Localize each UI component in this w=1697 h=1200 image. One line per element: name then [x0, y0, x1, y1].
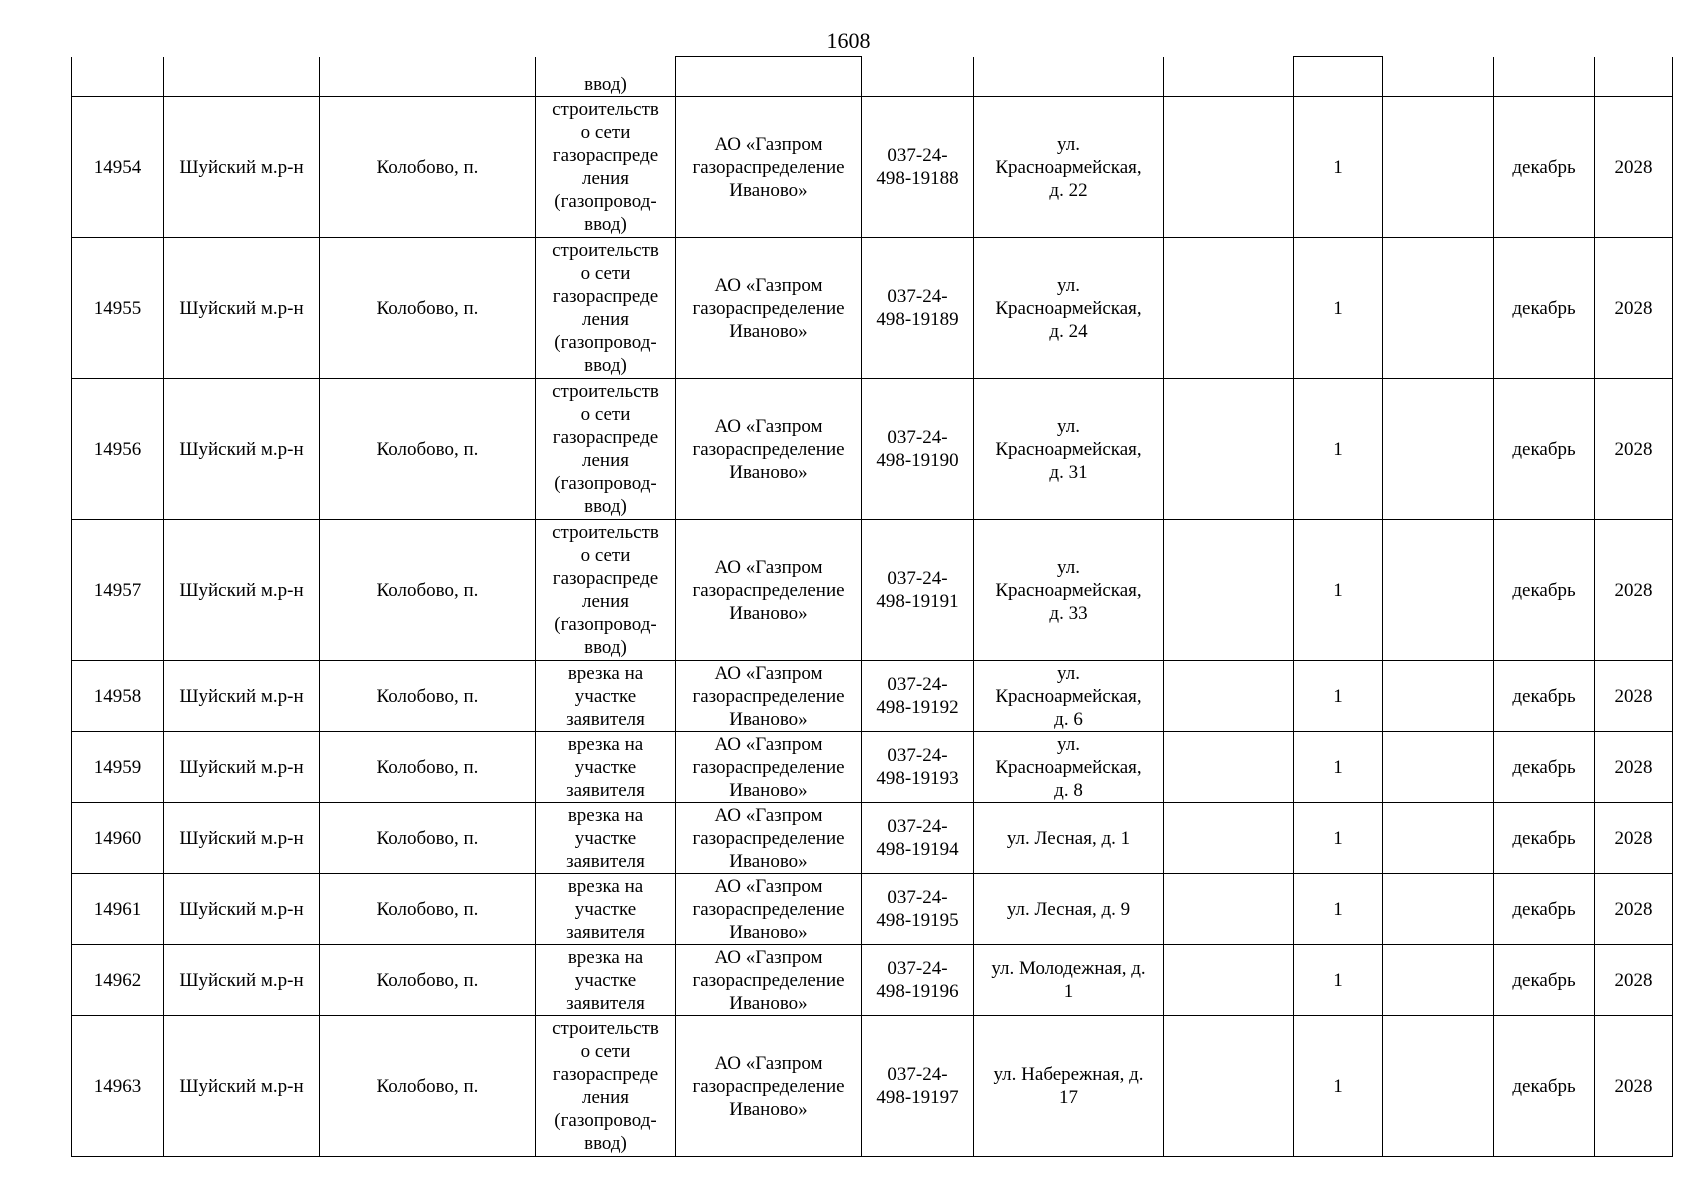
cell-district: Шуйский м.р-н — [164, 661, 320, 732]
table-row — [72, 803, 1673, 874]
cell-num — [72, 57, 164, 97]
cell-settlement: Колобово, п. — [320, 97, 536, 238]
cell-qty: 1 — [1294, 238, 1383, 379]
cell-num: 14960 — [72, 803, 164, 874]
cell-month: декабрь — [1494, 238, 1595, 379]
cell-district: Шуйский м.р-н — [164, 520, 320, 661]
cell-code: 037-24- 498-19188 — [862, 97, 974, 238]
cell-empty-2 — [1383, 732, 1494, 803]
cell-settlement: Колобово, п. — [320, 520, 536, 661]
cell-num: 14959 — [72, 732, 164, 803]
cell-qty: 1 — [1294, 803, 1383, 874]
cell-work: врезка на участке заявителя — [536, 803, 676, 874]
cell-code: 037-24- 498-19192 — [862, 661, 974, 732]
cell-work: врезка на участке заявителя — [536, 874, 676, 945]
cell-empty — [1164, 661, 1294, 732]
table-row — [72, 874, 1673, 945]
cell-district — [164, 57, 320, 97]
cell-address: ул. Красноармейская, д. 6 — [974, 661, 1164, 732]
table-row — [72, 238, 1673, 379]
cell-empty-2 — [1383, 874, 1494, 945]
cell-org: АО «Газпром газораспределение Иваново» — [676, 238, 862, 379]
cell-address: ул. Лесная, д. 1 — [974, 803, 1164, 874]
cell-work: строительств о сети газораспреде ления (газопровод- ввод) — [536, 238, 676, 379]
cell-settlement — [320, 57, 536, 97]
cell-num: 14961 — [72, 874, 164, 945]
cell-settlement: Колобово, п. — [320, 874, 536, 945]
cell-qty: 1 — [1294, 732, 1383, 803]
cell-work: строительств о сети газораспреде ления (газопровод- ввод) — [536, 1016, 676, 1157]
cell-address: ул. Набережная, д. 17 — [974, 1016, 1164, 1157]
cell-num: 14963 — [72, 1016, 164, 1157]
cell-work: строительств о сети газораспреде ления (газопровод- ввод) — [536, 379, 676, 520]
cell-address: ул. Молодежная, д. 1 — [974, 945, 1164, 1016]
cell-code: 037-24- 498-19190 — [862, 379, 974, 520]
cell-district: Шуйский м.р-н — [164, 238, 320, 379]
cell-settlement: Колобово, п. — [320, 238, 536, 379]
cell-qty: 1 — [1294, 1016, 1383, 1157]
cell-org: АО «Газпром газораспределение Иваново» — [676, 97, 862, 238]
cell-empty — [1164, 238, 1294, 379]
table-row — [72, 520, 1673, 661]
cell-month: декабрь — [1494, 97, 1595, 238]
cell-address — [974, 57, 1164, 97]
cell-num: 14955 — [72, 238, 164, 379]
cell-work: строительств о сети газораспреде ления (газопровод- ввод) — [536, 97, 676, 238]
cell-address: ул. Красноармейская, д. 8 — [974, 732, 1164, 803]
cell-month — [1494, 57, 1595, 97]
cell-district: Шуйский м.р-н — [164, 97, 320, 238]
cell-qty: 1 — [1294, 379, 1383, 520]
cell-month: декабрь — [1494, 1016, 1595, 1157]
cell-org: АО «Газпром газораспределение Иваново» — [676, 732, 862, 803]
cell-num: 14954 — [72, 97, 164, 238]
cell-year: 2028 — [1595, 379, 1673, 520]
cell-district: Шуйский м.р-н — [164, 803, 320, 874]
cell-empty — [1164, 945, 1294, 1016]
page-number: 1608 — [826, 28, 871, 53]
cell-address: ул. Красноармейская, д. 22 — [974, 97, 1164, 238]
cell-work: врезка на участке заявителя — [536, 945, 676, 1016]
cell-empty — [1164, 732, 1294, 803]
cell-qty: 1 — [1294, 520, 1383, 661]
cell-qty — [1294, 57, 1383, 97]
cell-qty: 1 — [1294, 661, 1383, 732]
cell-month: декабрь — [1494, 732, 1595, 803]
cell-work: врезка на участке заявителя — [536, 661, 676, 732]
cell-org: АО «Газпром газораспределение Иваново» — [676, 661, 862, 732]
cell-settlement: Колобово, п. — [320, 661, 536, 732]
cell-empty-2 — [1383, 97, 1494, 238]
cell-code: 037-24- 498-19193 — [862, 732, 974, 803]
cell-address: ул. Красноармейская, д. 31 — [974, 379, 1164, 520]
cell-qty: 1 — [1294, 97, 1383, 238]
cell-year — [1595, 57, 1673, 97]
cell-empty — [1164, 803, 1294, 874]
cell-empty-2 — [1383, 238, 1494, 379]
cell-month: декабрь — [1494, 874, 1595, 945]
cell-year: 2028 — [1595, 732, 1673, 803]
cell-empty — [1164, 1016, 1294, 1157]
cell-org: АО «Газпром газораспределение Иваново» — [676, 1016, 862, 1157]
cell-code: 037-24- 498-19191 — [862, 520, 974, 661]
cell-empty — [1164, 379, 1294, 520]
cell-year: 2028 — [1595, 520, 1673, 661]
cell-month: декабрь — [1494, 379, 1595, 520]
cell-month: декабрь — [1494, 520, 1595, 661]
cell-district: Шуйский м.р-н — [164, 945, 320, 1016]
cell-code: 037-24- 498-19189 — [862, 238, 974, 379]
cell-settlement: Колобово, п. — [320, 379, 536, 520]
cell-year: 2028 — [1595, 1016, 1673, 1157]
cell-district: Шуйский м.р-н — [164, 379, 320, 520]
cell-org: АО «Газпром газораспределение Иваново» — [676, 520, 862, 661]
cell-year: 2028 — [1595, 874, 1673, 945]
cell-org: АО «Газпром газораспределение Иваново» — [676, 874, 862, 945]
cell-code: 037-24- 498-19194 — [862, 803, 974, 874]
cell-district: Шуйский м.р-н — [164, 1016, 320, 1157]
cell-year: 2028 — [1595, 945, 1673, 1016]
cell-org: АО «Газпром газораспределение Иваново» — [676, 945, 862, 1016]
cell-code — [862, 57, 974, 97]
cell-settlement: Колобово, п. — [320, 732, 536, 803]
cell-month: декабрь — [1494, 803, 1595, 874]
cell-empty-2 — [1383, 1016, 1494, 1157]
cell-empty-2 — [1383, 661, 1494, 732]
cell-num: 14958 — [72, 661, 164, 732]
cell-address: ул. Красноармейская, д. 24 — [974, 238, 1164, 379]
cell-org — [676, 57, 862, 97]
cell-empty — [1164, 874, 1294, 945]
cell-empty-2 — [1383, 945, 1494, 1016]
cell-month: декабрь — [1494, 945, 1595, 1016]
cell-settlement: Колобово, п. — [320, 945, 536, 1016]
cell-empty — [1164, 520, 1294, 661]
cell-empty-2 — [1383, 57, 1494, 97]
cell-month: декабрь — [1494, 661, 1595, 732]
cell-empty — [1164, 57, 1294, 97]
cell-org: АО «Газпром газораспределение Иваново» — [676, 379, 862, 520]
cell-year: 2028 — [1595, 803, 1673, 874]
cell-settlement: Колобово, п. — [320, 1016, 536, 1157]
cell-org: АО «Газпром газораспределение Иваново» — [676, 803, 862, 874]
table-row-continuation — [72, 57, 1673, 97]
table-row — [72, 97, 1673, 238]
cell-empty — [1164, 97, 1294, 238]
cell-qty: 1 — [1294, 874, 1383, 945]
cell-year: 2028 — [1595, 238, 1673, 379]
cell-code: 037-24- 498-19197 — [862, 1016, 974, 1157]
cell-num: 14956 — [72, 379, 164, 520]
table-row — [72, 945, 1673, 1016]
cell-work: ввод) — [536, 57, 676, 97]
cell-district: Шуйский м.р-н — [164, 874, 320, 945]
cell-empty-2 — [1383, 379, 1494, 520]
cell-code: 037-24- 498-19196 — [862, 945, 974, 1016]
cell-empty-2 — [1383, 803, 1494, 874]
cell-work: строительств о сети газораспреде ления (газопровод- ввод) — [536, 520, 676, 661]
cell-num: 14962 — [72, 945, 164, 1016]
table-row — [72, 732, 1673, 803]
cell-code: 037-24- 498-19195 — [862, 874, 974, 945]
cell-work: врезка на участке заявителя — [536, 732, 676, 803]
cell-district: Шуйский м.р-н — [164, 732, 320, 803]
cell-year: 2028 — [1595, 661, 1673, 732]
table-row — [72, 1016, 1673, 1157]
cell-qty: 1 — [1294, 945, 1383, 1016]
cell-address: ул. Лесная, д. 9 — [974, 874, 1164, 945]
registry-table — [71, 56, 1673, 1157]
table-row — [72, 379, 1673, 520]
cell-year: 2028 — [1595, 97, 1673, 238]
table-row — [72, 661, 1673, 732]
cell-address: ул. Красноармейская, д. 33 — [974, 520, 1164, 661]
cell-empty-2 — [1383, 520, 1494, 661]
cell-settlement: Колобово, п. — [320, 803, 536, 874]
cell-num: 14957 — [72, 520, 164, 661]
